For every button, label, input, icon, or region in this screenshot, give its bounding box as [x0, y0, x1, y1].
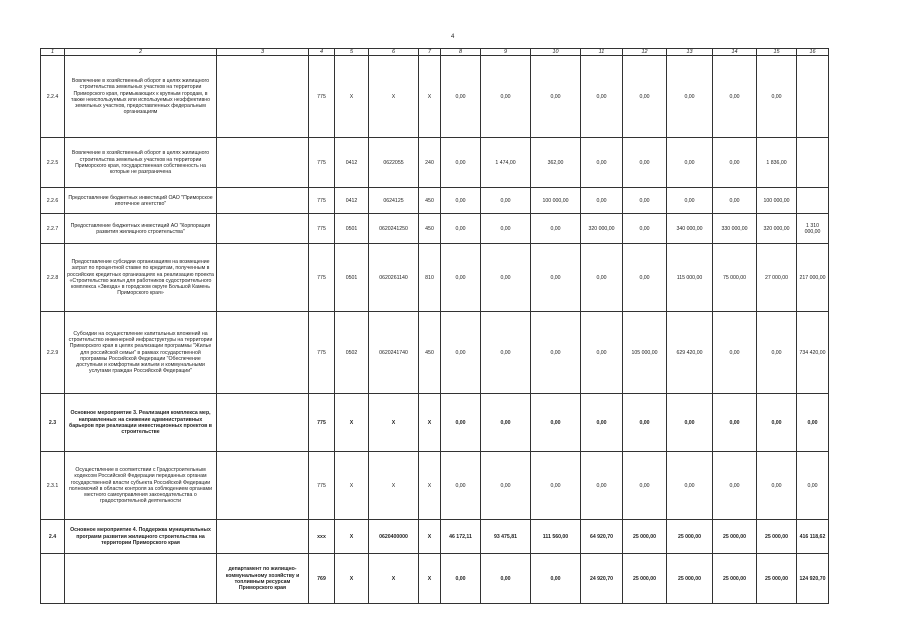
row-number: 2.2.8: [41, 244, 65, 312]
value-cell: 0,00: [441, 244, 481, 312]
row-responsible: [217, 394, 309, 452]
value-cell: 0,00: [667, 56, 713, 138]
row-responsible: [217, 244, 309, 312]
value-cell: 734 420,00: [797, 312, 829, 394]
row-number: 2.4: [41, 520, 65, 554]
value-cell: 775: [309, 56, 335, 138]
table-row: [41, 188, 829, 214]
table-row: [41, 520, 829, 554]
value-cell: 25 000,00: [757, 520, 797, 554]
page-number: 4: [451, 34, 455, 40]
value-cell: 769: [309, 554, 335, 604]
value-cell: X: [419, 452, 441, 520]
header-cell: 12: [623, 49, 667, 56]
value-cell: 320 000,00: [757, 214, 797, 244]
header-cell: 13: [667, 49, 713, 56]
value-cell: 0,00: [623, 188, 667, 214]
value-cell: 25 000,00: [713, 520, 757, 554]
value-cell: 0,00: [581, 244, 623, 312]
value-cell: 0,00: [581, 452, 623, 520]
value-cell: 0,00: [667, 138, 713, 188]
empty-cell: [797, 56, 829, 138]
table-row: [41, 138, 829, 188]
row-description: Вовлечение в хозяйственный оборот в целях жилищного строительства земельных участков на территории Приморского края, примыкающих к крупным городам, в также неиспользуемых или используемых неэффективно земельных участков, предоставленных федеральным организациям: [65, 56, 217, 138]
table-row: [41, 244, 829, 312]
value-cell: 0412: [335, 138, 369, 188]
header-row: [41, 49, 829, 56]
value-cell: X: [369, 452, 419, 520]
value-cell: 124 920,70: [797, 554, 829, 604]
value-cell: 0,00: [667, 188, 713, 214]
value-cell: 0,00: [531, 214, 581, 244]
value-cell: 1 836,00: [757, 138, 797, 188]
value-cell: 775: [309, 138, 335, 188]
header-cell: 14: [713, 49, 757, 56]
row-number: 2.3: [41, 394, 65, 452]
value-cell: 450: [419, 214, 441, 244]
value-cell: 0,00: [581, 138, 623, 188]
value-cell: 0412: [335, 188, 369, 214]
value-cell: X: [335, 554, 369, 604]
value-cell: 0,00: [713, 56, 757, 138]
value-cell: X: [335, 452, 369, 520]
value-cell: 0,00: [481, 244, 531, 312]
value-cell: 105 000,00: [623, 312, 667, 394]
value-cell: 0,00: [531, 312, 581, 394]
value-cell: 0,00: [531, 554, 581, 604]
value-cell: 629 420,00: [667, 312, 713, 394]
value-cell: 0,00: [757, 56, 797, 138]
value-cell: 0,00: [481, 214, 531, 244]
value-cell: X: [369, 394, 419, 452]
value-cell: 0,00: [481, 394, 531, 452]
value-cell: X: [419, 394, 441, 452]
value-cell: 240: [419, 138, 441, 188]
row-description: Основное мероприятие 3. Реализация комплекса мер, направленных на снижение административных барьеров при реализации инвестиционных проектов в строительстве: [65, 394, 217, 452]
row-number: [41, 554, 65, 604]
value-cell: 775: [309, 312, 335, 394]
value-cell: 0,00: [757, 394, 797, 452]
value-cell: 0,00: [713, 188, 757, 214]
value-cell: 0620241740: [369, 312, 419, 394]
table-row: [41, 394, 829, 452]
value-cell: 320 000,00: [581, 214, 623, 244]
row-description: Предоставление бюджетных инвестиций АО "Корпорация развития жилищного строительства": [65, 214, 217, 244]
value-cell: 217 000,00: [797, 244, 829, 312]
header-cell: 7: [419, 49, 441, 56]
value-cell: 0,00: [441, 554, 481, 604]
value-cell: 340 000,00: [667, 214, 713, 244]
row-description: Вовлечение в хозяйственный оборот в целях жилищного строительства земельных участков на территории Приморского края, государственная собственность на которые не разграничена: [65, 138, 217, 188]
value-cell: 810: [419, 244, 441, 312]
row-description: [65, 554, 217, 604]
value-cell: X: [335, 56, 369, 138]
row-responsible: [217, 452, 309, 520]
value-cell: 450: [419, 188, 441, 214]
header-cell: 6: [369, 49, 419, 56]
value-cell: 0,00: [713, 138, 757, 188]
row-responsible: департамент по жилищно-коммунальному хозяйству и топливным ресурсам Приморского края: [217, 554, 309, 604]
value-cell: 1 310 000,00: [797, 214, 829, 244]
value-cell: 93 475,81: [481, 520, 531, 554]
value-cell: 0,00: [667, 452, 713, 520]
value-cell: 0620241250: [369, 214, 419, 244]
value-cell: 0,00: [441, 452, 481, 520]
table-row: [41, 312, 829, 394]
value-cell: X: [335, 520, 369, 554]
row-responsible: [217, 520, 309, 554]
table-row: [41, 214, 829, 244]
value-cell: 775: [309, 244, 335, 312]
header-cell: 2: [65, 49, 217, 56]
value-cell: 0622055: [369, 138, 419, 188]
value-cell: 0,00: [797, 452, 829, 520]
value-cell: 0,00: [531, 452, 581, 520]
header-cell: 15: [757, 49, 797, 56]
header-cell: 1: [41, 49, 65, 56]
value-cell: 775: [309, 394, 335, 452]
value-cell: 0,00: [441, 312, 481, 394]
value-cell: 25 000,00: [623, 520, 667, 554]
value-cell: 330 000,00: [713, 214, 757, 244]
row-description: Основное мероприятие 4. Поддержка муниципальных программ развития жилищного строительства на территории Приморского края: [65, 520, 217, 554]
value-cell: 0,00: [441, 188, 481, 214]
header-cell: 8: [441, 49, 481, 56]
value-cell: 0,00: [623, 138, 667, 188]
row-responsible: [217, 312, 309, 394]
value-cell: 0,00: [481, 554, 531, 604]
value-cell: 24 920,70: [581, 554, 623, 604]
value-cell: 0501: [335, 244, 369, 312]
row-number: 2.2.4: [41, 56, 65, 138]
value-cell: 0,00: [531, 244, 581, 312]
value-cell: 25 000,00: [713, 554, 757, 604]
value-cell: 775: [309, 188, 335, 214]
row-number: 2.2.7: [41, 214, 65, 244]
row-description: Осуществление в соответствии с Градостроительным кодексом Российской Федерации переданных органам государственной власти субъекта Российской Федерации полномочий в области контроля за соблюдением органами местного самоуправления законодательства о градостроительной деятельности: [65, 452, 217, 520]
row-description: Предоставление субсидии организациям на возмещение затрат по процентной ставке по кредитам, полученным в российских кредитных организациях на реализацию проекта «Строительство жилья для работников судостроительного комплекса «Звезда» в городском округе Большой Камень Приморского края»: [65, 244, 217, 312]
header-cell: 5: [335, 49, 369, 56]
value-cell: 0624125: [369, 188, 419, 214]
value-cell: 25 000,00: [623, 554, 667, 604]
value-cell: 0,00: [481, 312, 531, 394]
value-cell: 0,00: [581, 188, 623, 214]
value-cell: 25 000,00: [667, 520, 713, 554]
row-responsible: [217, 188, 309, 214]
value-cell: 362,00: [531, 138, 581, 188]
row-number: 2.3.1: [41, 452, 65, 520]
row-number: 2.2.9: [41, 312, 65, 394]
value-cell: X: [369, 56, 419, 138]
value-cell: 0,00: [531, 394, 581, 452]
value-cell: 0,00: [441, 138, 481, 188]
row-responsible: [217, 138, 309, 188]
value-cell: 0620261140: [369, 244, 419, 312]
row-number: 2.2.5: [41, 138, 65, 188]
value-cell: 75 000,00: [713, 244, 757, 312]
value-cell: 0,00: [713, 312, 757, 394]
value-cell: 0,00: [441, 394, 481, 452]
value-cell: X: [335, 394, 369, 452]
value-cell: 0,00: [581, 312, 623, 394]
value-cell: 0,00: [713, 452, 757, 520]
value-cell: 0,00: [623, 56, 667, 138]
table-row: [41, 452, 829, 520]
value-cell: 0,00: [757, 312, 797, 394]
value-cell: X: [369, 554, 419, 604]
row-responsible: [217, 214, 309, 244]
value-cell: 25 000,00: [667, 554, 713, 604]
value-cell: 0,00: [441, 56, 481, 138]
value-cell: 0,00: [481, 56, 531, 138]
header-cell: 11: [581, 49, 623, 56]
value-cell: 0502: [335, 312, 369, 394]
value-cell: 100 000,00: [531, 188, 581, 214]
value-cell: 0,00: [623, 214, 667, 244]
value-cell: 25 000,00: [757, 554, 797, 604]
header-cell: 9: [481, 49, 531, 56]
value-cell: X: [419, 520, 441, 554]
value-cell: 0,00: [441, 214, 481, 244]
value-cell: 100 000,00: [757, 188, 797, 214]
value-cell: 775: [309, 452, 335, 520]
value-cell: 1 474,00: [481, 138, 531, 188]
value-cell: 0,00: [623, 244, 667, 312]
value-cell: 450: [419, 312, 441, 394]
value-cell: 0,00: [713, 394, 757, 452]
row-responsible: [217, 56, 309, 138]
row-number: 2.2.6: [41, 188, 65, 214]
row-description: Субсидии на осуществление капитальных вложений на строительство инженерной инфраструктуры на территории Приморского края в целях реализации программы "Жилье для российской семьи" в рамках государственной программы Российской Федерации "Обеспечение доступным и комфортным жильем и коммунальными услугами граждан Российской Федерации": [65, 312, 217, 394]
empty-cell: [797, 188, 829, 214]
row-description: Предоставление бюджетных инвестиций ОАО "Приморское ипотечное агентство": [65, 188, 217, 214]
header-cell: 10: [531, 49, 581, 56]
value-cell: 0,00: [581, 394, 623, 452]
value-cell: 416 118,62: [797, 520, 829, 554]
value-cell: 0501: [335, 214, 369, 244]
value-cell: 0620400000: [369, 520, 419, 554]
value-cell: 0,00: [667, 394, 713, 452]
value-cell: 0,00: [581, 56, 623, 138]
value-cell: 0,00: [757, 452, 797, 520]
value-cell: 27 000,00: [757, 244, 797, 312]
value-cell: X: [419, 554, 441, 604]
header-cell: 16: [797, 49, 829, 56]
header-cell: 3: [217, 49, 309, 56]
header-cell: 4: [309, 49, 335, 56]
value-cell: 0,00: [481, 452, 531, 520]
value-cell: 46 172,11: [441, 520, 481, 554]
value-cell: 0,00: [623, 394, 667, 452]
value-cell: 115 000,00: [667, 244, 713, 312]
value-cell: 64 920,70: [581, 520, 623, 554]
value-cell: 0,00: [797, 394, 829, 452]
value-cell: xxx: [309, 520, 335, 554]
value-cell: 775: [309, 214, 335, 244]
table-row: [41, 56, 829, 138]
value-cell: 0,00: [623, 452, 667, 520]
value-cell: 0,00: [481, 188, 531, 214]
table-row: [41, 554, 829, 604]
value-cell: 0,00: [531, 56, 581, 138]
value-cell: X: [419, 56, 441, 138]
budget-table: [40, 48, 829, 604]
value-cell: 111 560,00: [531, 520, 581, 554]
empty-cell: [797, 138, 829, 188]
